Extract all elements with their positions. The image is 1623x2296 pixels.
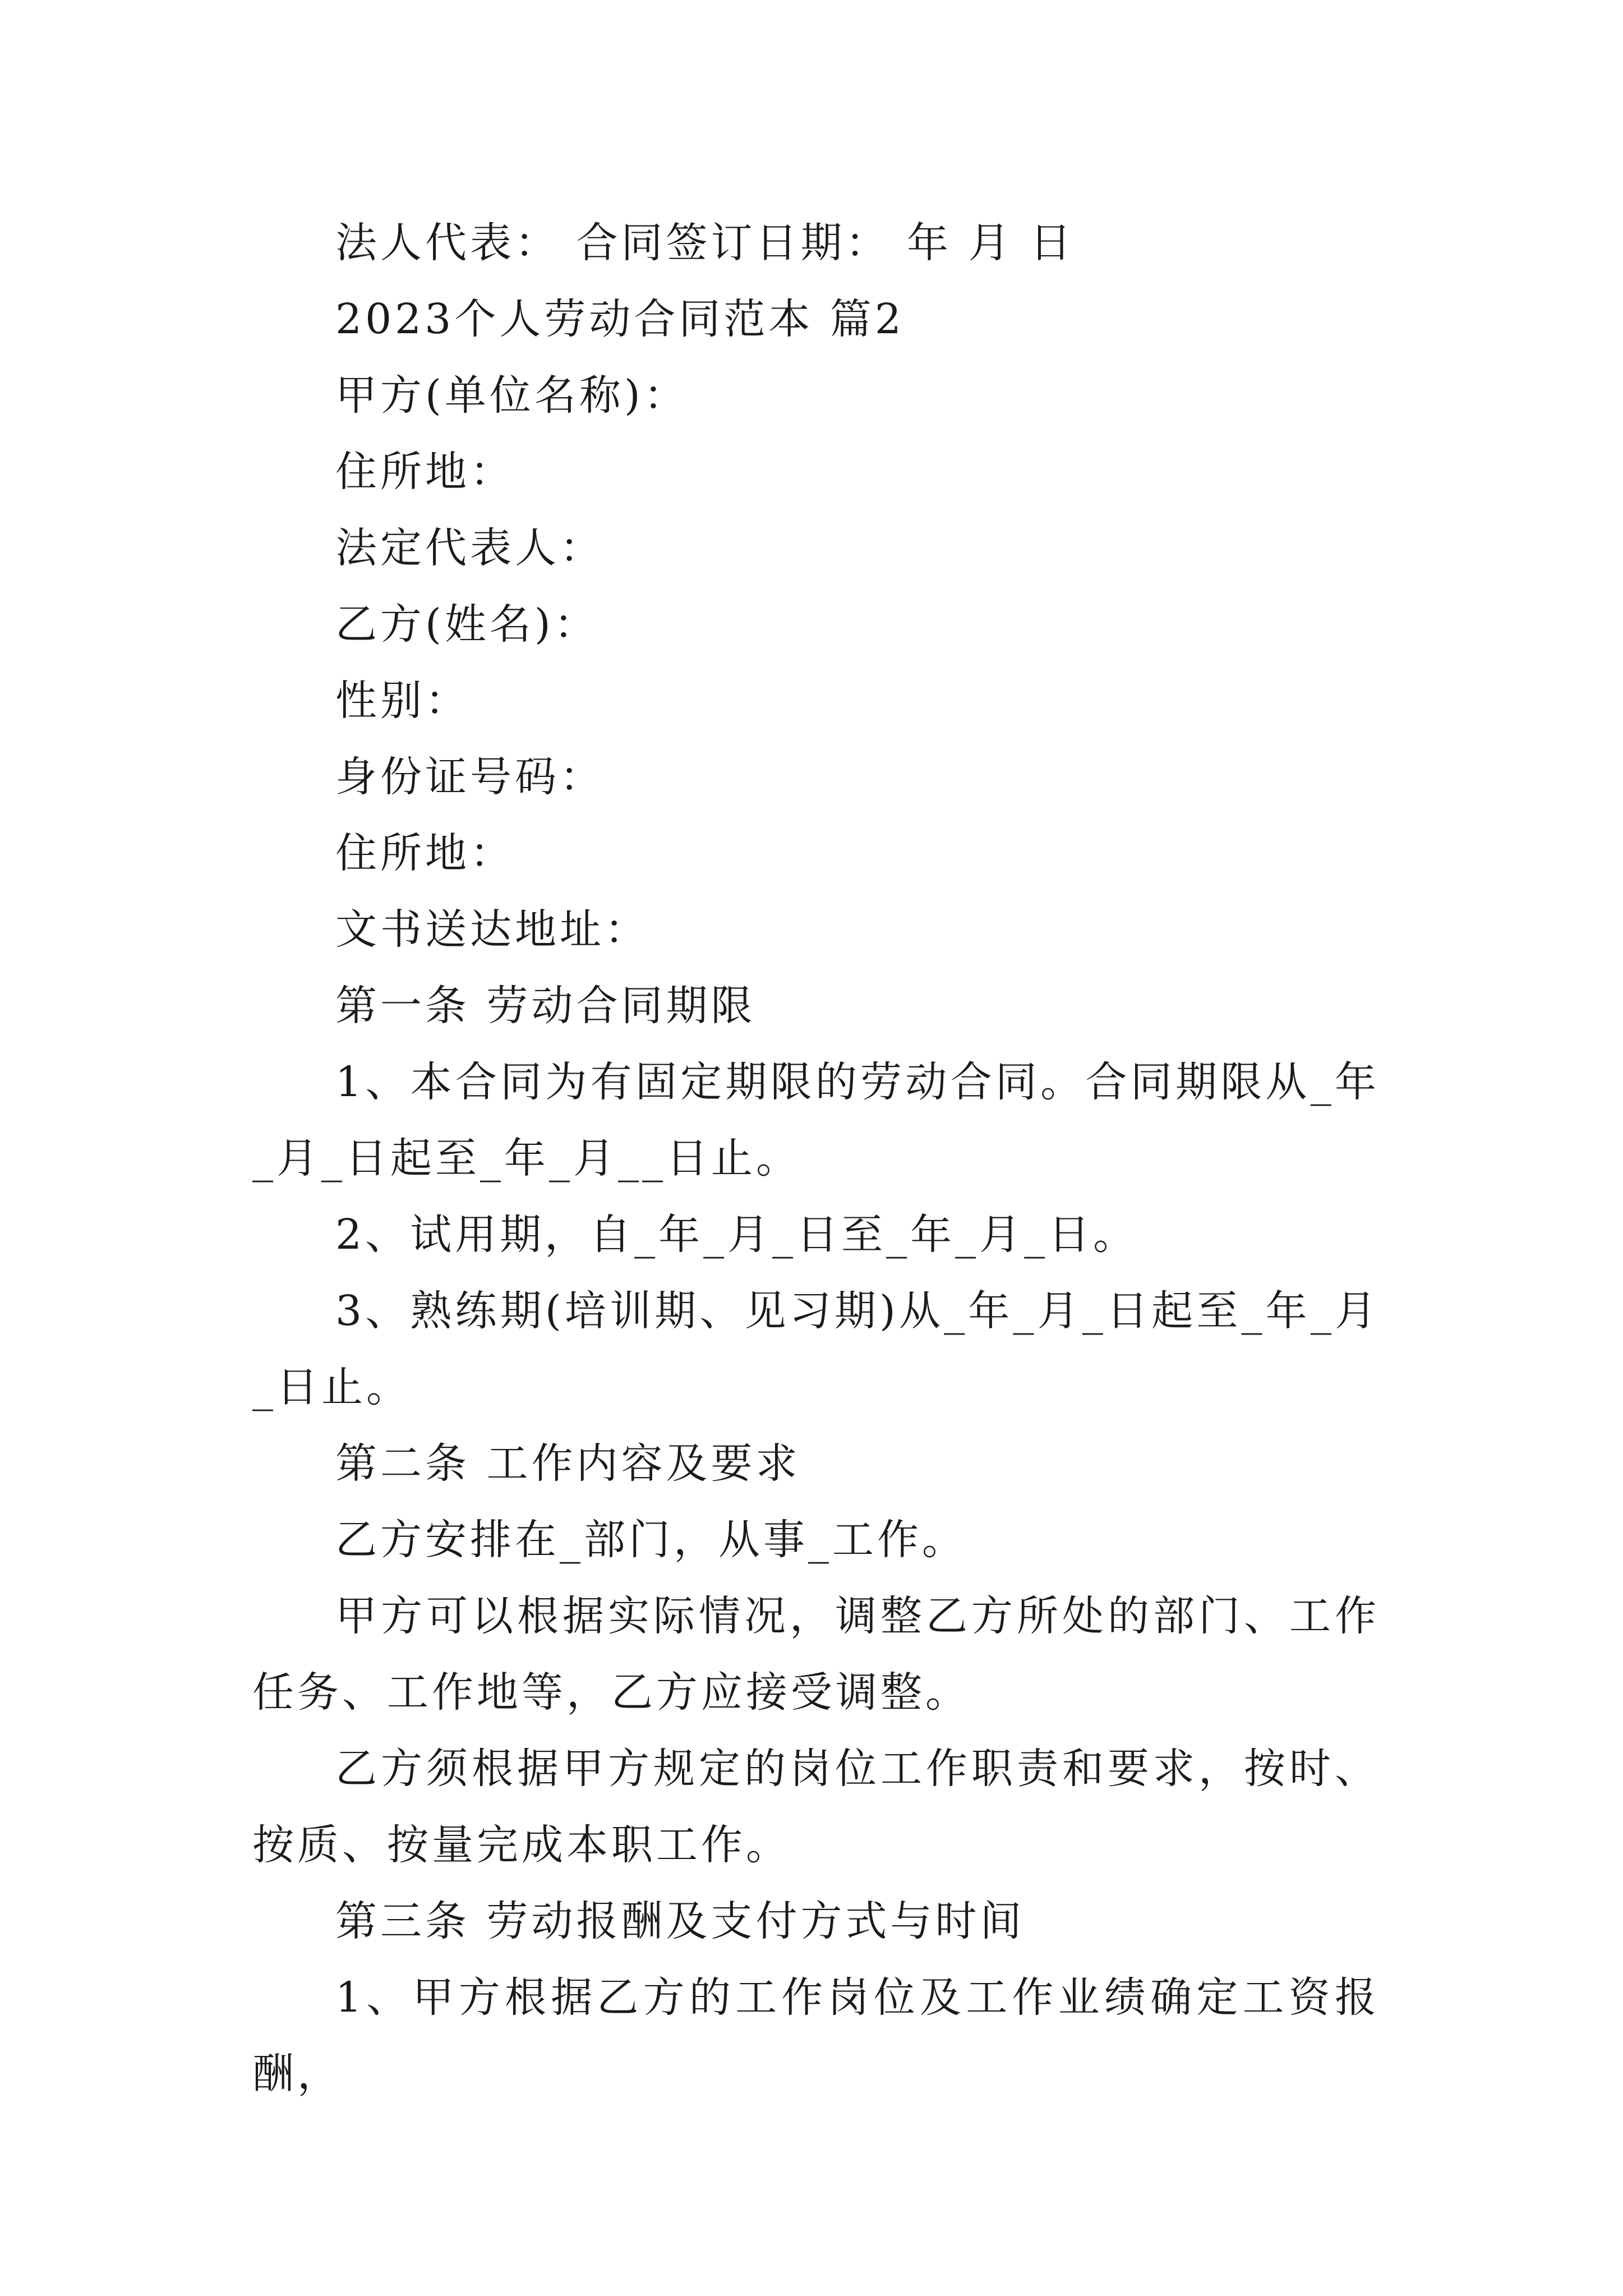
clause-paragraph: 乙方安排在_部门，从事_工作。 <box>335 1516 967 1564</box>
clause-paragraph: 甲方可以根据实际情况，调整乙方所处的部门、工作任务、工作地等，乙方应接受调整。 <box>252 1592 1380 1717</box>
party-a-address-field: 住所地： <box>335 448 515 496</box>
party-a-name-field: 甲方(单位名称)： <box>335 371 689 420</box>
legal-representative-field: 法定代表人： <box>335 524 605 572</box>
article-heading: 第二条 工作内容及要求 <box>335 1439 801 1488</box>
signature-line: 法人代表： 合同签订日期： 年 月 日 <box>335 219 1075 267</box>
clause-paragraph: 2、试用期，自_年_月_日至_年_月_日。 <box>335 1211 1138 1259</box>
clause-paragraph: 1、甲方根据乙方的工作岗位及工作业绩确定工资报酬， <box>252 1973 1380 2098</box>
section-heading: 2023个人劳动合同范本 篇2 <box>335 295 905 343</box>
clause-paragraph: 3、熟练期(培训期、见习期)从_年_月_日起至_年_月_日止。 <box>252 1287 1380 1411</box>
clause-paragraph: 乙方须根据甲方规定的岗位工作职责和要求，按时、按质、按量完成本职工作。 <box>252 1745 1380 1869</box>
party-b-name-field: 乙方(姓名)： <box>335 600 599 648</box>
gender-field: 性别： <box>335 677 470 725</box>
article-heading: 第一条 劳动合同期限 <box>335 982 756 1030</box>
party-b-address-field: 住所地： <box>335 829 515 877</box>
document-body <box>252 205 1380 2112</box>
delivery-address-field: 文书送达地址： <box>335 905 649 954</box>
article-heading: 第三条 劳动报酬及支付方式与时间 <box>335 1897 1025 1945</box>
id-number-field: 身份证号码： <box>335 753 605 801</box>
clause-paragraph: 1、本合同为有固定期限的劳动合同。合同期限从_年_月_日起至_年_月__日止。 <box>252 1058 1380 1182</box>
